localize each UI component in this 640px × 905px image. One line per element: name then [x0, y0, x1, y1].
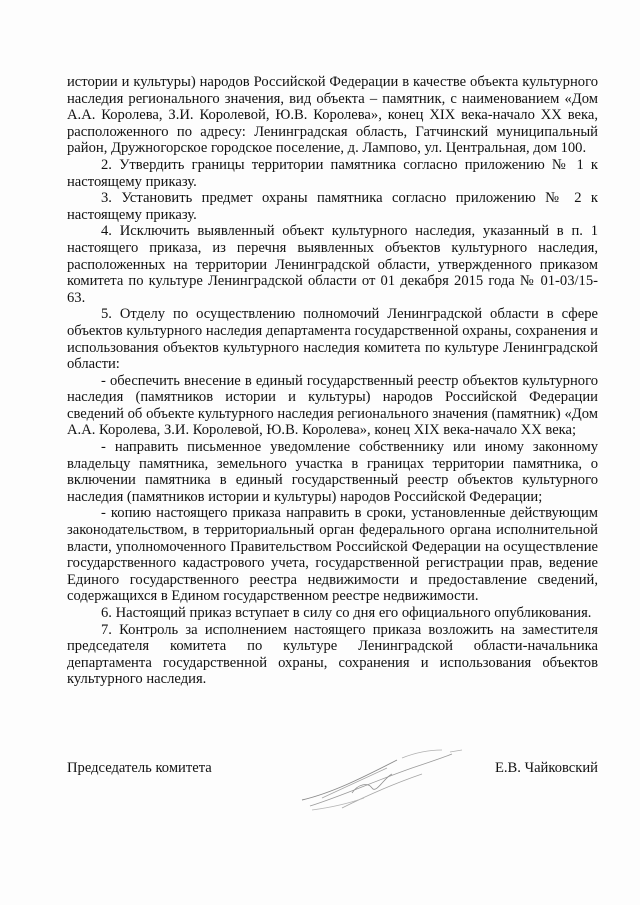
- list-item-notify-owner: - направить письменное уведомление собственнику или иному законному владельцу памятника, земельного участка в границах территории памятника, о включении памятника в единый государственный реестр объектов культурного наследия (памятников истории и культуры) народов Российской Федерации;: [67, 439, 598, 505]
- paragraph-1-continuation: истории и культуры) народов Российской Федерации в качестве объекта культурного наследия регионального значения, вид объекта – памятник, с наименованием «Дом А.А. Королева, З.И. Королевой, Ю.В. Королева», конец XIX века-начало XX века, расположенного по адресу: Ленинградская область, Гатчинский муниципальный район, Дружногорское городское поселение, д. Лампово, ул. Центральная, дом 100.: [67, 74, 598, 157]
- paragraph-3: 3. Установить предмет охраны памятника согласно приложению № 2 к настоящему приказу.: [67, 190, 598, 223]
- signature-title: Председатель комитета: [67, 760, 212, 776]
- paragraph-7: 7. Контроль за исполнением настоящего приказа возложить на заместителя председателя комитета по культуре Ленинградской области-начальника департамента государственной охраны, сохранения и использования объектов культурного наследия.: [67, 621, 598, 688]
- signature-name: Е.В. Чайковский: [494, 760, 598, 776]
- list-item-register: - обеспечить внесение в единый государственный реестр объектов культурного наследия (памятников истории и культуры) народов Российской Федерации сведений об объекте культурного наследия регионального значения (памятник) «Дом А.А. Королева, З.И. Королевой, Ю.В. Королева», конец XIX века-начало XX века;: [67, 372, 598, 439]
- paragraph-4: 4. Исключить выявленный объект культурного наследия, указанный в п. 1 настоящего приказа, из перечня выявленных объектов культурного наследия, расположенных на территории Ленинградской области, утвержденного приказом комитета по культуре Ленинградской области от 01 декабря 2015 года № 01-03/15-63.: [67, 223, 598, 306]
- paragraph-2: 2. Утвердить границы территории памятника согласно приложению № 1 к настоящему приказу.: [67, 156, 598, 190]
- list-item-send-copy: - копию настоящего приказа направить в сроки, установленные действующим законодательством, в территориальный орган федерального органа исполнительной власти, уполномоченного Правительством Российской Федерации на осуществление государственного кадастрового учета, государственной регистрации прав, ведение Единого государственного реестра недвижимости и предоставление сведений, содержащихся в Едином государственном реестре недвижимости.: [67, 505, 598, 605]
- paragraph-5: 5. Отделу по осуществлению полномочий Ленинградской области в сфере объектов культурного наследия департамента государственной охраны, сохранения и использования объектов культурного наследия комитета по культуре Ленинградской области:: [67, 306, 598, 373]
- handwritten-signature: [292, 738, 482, 818]
- document-body: [67, 74, 598, 688]
- paragraph-6: 6. Настоящий приказ вступает в силу со дня его официального опубликования.: [101, 605, 592, 621]
